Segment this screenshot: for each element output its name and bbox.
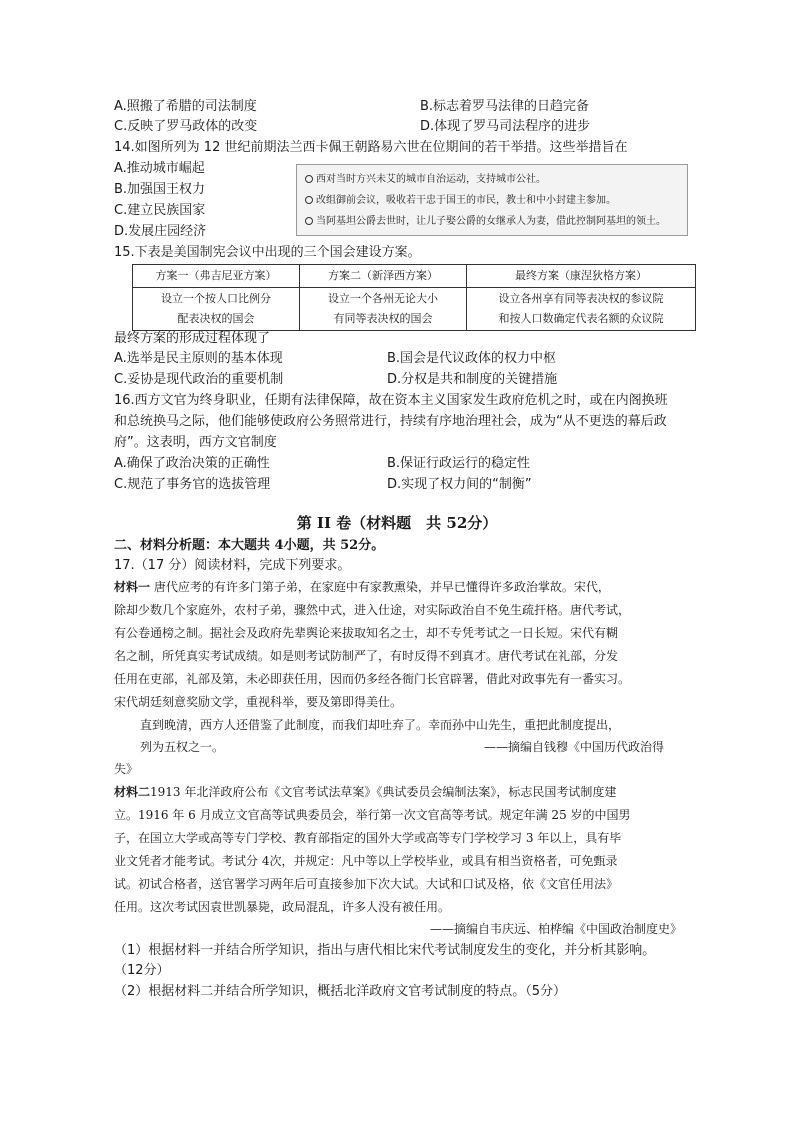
material-2-source: ——摘编自韦庆远、柏桦编《中国政治制度史》 bbox=[430, 922, 683, 936]
q14-option-c: C.建立民族国家 bbox=[114, 203, 206, 218]
material-1-source: ——摘编自钱穆《中国历代政治得 bbox=[484, 740, 665, 754]
table-cell: 设立一个各州无论大小 有同等表决权的国会 bbox=[300, 288, 467, 331]
q16-stem-line3: 府”。这表明，西方文官制度 bbox=[114, 435, 277, 450]
material-1-line: 列为五权之一。 bbox=[140, 740, 225, 754]
q15-plans-table bbox=[132, 264, 696, 331]
q13-option-c: C.反映了罗马政体的改变 bbox=[114, 119, 258, 134]
part2-title: 第 II 卷（材料题 共 52分） bbox=[296, 514, 498, 532]
circle-bullet-icon bbox=[305, 175, 313, 183]
circle-bullet-icon bbox=[305, 217, 313, 225]
material-1-line: 除却少数几个家庭外，农村子弟，骤然中式，进入仕途，对实际政治自不免生疏扞格。唐代考试， bbox=[114, 603, 631, 617]
q14-stem: 14.如图所列为 12 世纪前期法兰西卡佩王朝路易六世在位期间的若干举措。这些举措旨在 bbox=[114, 140, 628, 155]
q17-subquestion-1: （1）根据材料一并结合所学知识，指出与唐代相比宋代考试制度发生的变化，并分析其影响。 bbox=[114, 943, 656, 958]
material-2-line: 材料二1913 年北洋政府公布《文官考试法草案》《典试委员会编制法案》，标志民国考试制度建 bbox=[114, 785, 617, 799]
material-1-line: 任用在吏部，礼部及第，未必即获任用，因而仍多经各衙门长官辟署，借此对政事先有一番实习。 bbox=[114, 672, 631, 686]
table-row bbox=[133, 288, 696, 331]
material-1-line: 名之制，所凭真实考试成绩。如是则考试防制严了，有时反得不到真才。唐代考试在礼部，分发 bbox=[114, 649, 619, 663]
material-2-line: 试。初试合格者，送官署学习两年后可直接参加下次大试。大试和口试及格，依《文官任用法》 bbox=[114, 877, 619, 891]
q15-option-d: D.分权是共和制度的关键措施 bbox=[387, 372, 558, 387]
q15-option-a: A.选举是民主原则的基本体现 bbox=[114, 351, 283, 366]
q17-subquestion-2: （2）根据材料二并结合所学知识，概括北洋政府文官考试制度的特点。（5分） bbox=[114, 984, 567, 999]
material-1-line: 直到晚清，西方人还借鉴了此制度，而我们却吐弃了。幸而孙中山先生，重把此制度提出， bbox=[140, 718, 621, 732]
q14-option-d: D.发展庄园经济 bbox=[114, 224, 207, 239]
q15-stem: 15.下表是美国制宪会议中出现的三个国会建设方案。 bbox=[114, 245, 421, 260]
material-2-label: 材料二 bbox=[114, 785, 151, 799]
table-header-row bbox=[133, 265, 696, 288]
q13-option-b: B.标志着罗马法律的日趋完备 bbox=[420, 99, 590, 114]
table-cell: 设立一个按人口比例分 配表决权的国会 bbox=[133, 288, 300, 331]
material-1-line: 有公卷通榜之制。据社会及政府先辈舆论来拔取知名之士，却不专凭考试之一日长短。宋代有糊 bbox=[114, 626, 619, 640]
material-2-line: 任用。这次考试因袁世凯暴毙，政局混乱，许多人没有被任用。 bbox=[114, 900, 451, 914]
material-2-line: 业文凭者才能考试。考试分 4次，并规定：凡中等以上学校毕业，或具有相当资格者，可免甄录 bbox=[114, 854, 618, 868]
q16-option-d: D.实现了权力间的“制衡” bbox=[387, 477, 532, 492]
material-2-line: 子，在国立大学或高等专门学校、教育部指定的国外大学或高等专门学校学习 3 年以上，具有毕 bbox=[114, 831, 622, 845]
q14-option-b: B.加强国王权力 bbox=[114, 182, 206, 197]
material-2-line: 立。1916 年 6 月成立文官高等试典委员会，举行第一次文官高等考试。规定年满 25 岁的中国男 bbox=[114, 808, 631, 822]
material-1-line: 材料一 唐代应考的有许多门第子弟，在家庭中有家教熏染，并早已懂得许多政治掌故。宋代， bbox=[114, 580, 610, 594]
q16-option-b: B.保证行政运行的稳定性 bbox=[387, 456, 531, 471]
q16-stem-line2: 和总统换马之际，他们能够使政府公务照常进行，持续有序地治理社会，成为“从不更迭的幕后政 bbox=[114, 414, 667, 429]
q17-subquestion-1-score: （12分） bbox=[114, 963, 170, 978]
q14-option-a: A.推动城市崛起 bbox=[114, 161, 205, 176]
material-1-source-cont: 失》 bbox=[114, 762, 139, 776]
material-1-line: 宋代胡廷刻意奖励文学，重视科举，要及第即得美仕。 bbox=[114, 695, 403, 709]
table-cell: 设立各州享有同等表决权的参议院 和按人口数确定代表名额的众议院 bbox=[467, 288, 696, 331]
q17-stem: 17.（17 分）阅读材料，完成下列要求。 bbox=[114, 558, 351, 573]
q14-measure-2: 改组御前会议，吸收若干忠于国王的市民，教士和中小封建主参加。 bbox=[305, 190, 679, 211]
q14-measures-figure bbox=[296, 164, 688, 236]
q14-measure-3: 当阿基坦公爵去世时，让儿子娶公爵的女继承人为妻，借此控制阿基坦的领土。 bbox=[305, 211, 679, 232]
material-1-label: 材料一 bbox=[114, 580, 151, 594]
circle-bullet-icon bbox=[305, 196, 313, 204]
part2-heading: 二、材料分析题：本大题共 4小题，共 52分。 bbox=[114, 538, 385, 553]
table-header-cell: 方案二（新泽西方案） bbox=[300, 265, 467, 288]
q13-option-a: A.照搬了希腊的司法制度 bbox=[114, 99, 257, 114]
q15-option-c: C.妥协是现代政治的重要机制 bbox=[114, 372, 284, 387]
table-header-cell: 最终方案（康涅狄格方案） bbox=[467, 265, 696, 288]
q15-option-b: B.国会是代议政体的权力中枢 bbox=[387, 351, 557, 366]
q16-option-a: A.确保了政治决策的正确性 bbox=[114, 456, 270, 471]
q16-option-c: C.规范了事务官的选拔管理 bbox=[114, 477, 271, 492]
q16-stem-line1: 16.西方文官为终身职业，任期有法律保障，故在资本主义国家发生政府危机之时，或在内阁换班 bbox=[114, 393, 668, 408]
table-header-cell: 方案一（弗吉尼亚方案） bbox=[133, 265, 300, 288]
q14-measure-1: 西对当时方兴未艾的城市自治运动，支持城市公社。 bbox=[305, 169, 679, 190]
q15-followup: 最终方案的形成过程体现了 bbox=[114, 331, 271, 346]
q13-option-d: D.体现了罗马司法程序的进步 bbox=[420, 119, 591, 134]
